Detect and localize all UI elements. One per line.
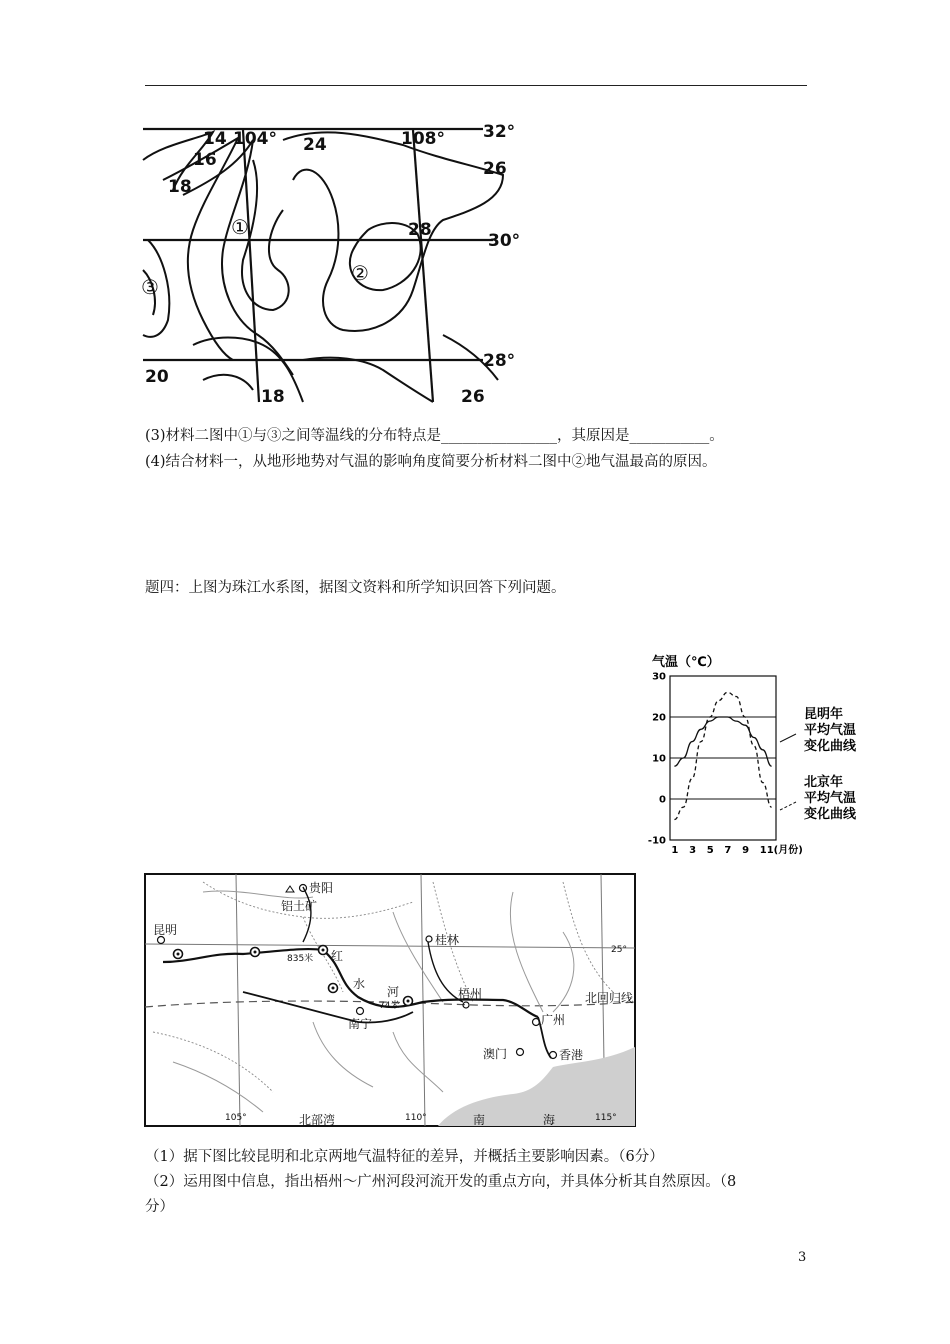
legend-label: 变化曲线 — [804, 807, 857, 822]
label-bauxite: 铝土矿 — [281, 899, 318, 913]
river-char-2: 水 — [353, 977, 366, 991]
iso-label-18: 18 — [168, 177, 192, 197]
iso-label-18-bottom: 18 — [261, 387, 285, 407]
part-2-question: （2）运用图中信息，指出梧州～广州河段河流开发的重点方向，并具体分析其自然原因。（8 — [145, 1174, 737, 1190]
legend-leader-0 — [780, 734, 796, 742]
question-4: (4)结合材料一，从地形地势对气温的影响角度简要分析材料二图中②地气温最高的原因。 — [145, 454, 717, 470]
iso-label-24: 24 — [303, 135, 327, 155]
city-guiyang: 贵阳 — [309, 881, 334, 895]
iso-label-14: 14 — [203, 129, 227, 149]
city-wuzhou: 梧州 — [458, 987, 483, 1001]
sea-hai: 海 — [543, 1113, 556, 1127]
lon-label-105: 105° — [225, 1113, 247, 1123]
chart-frame — [670, 676, 776, 840]
iso-label-20: 20 — [145, 367, 169, 387]
y-tick-label: 0 — [659, 794, 666, 806]
y-tick-label: -10 — [647, 835, 666, 847]
lat-label-32: 32° — [483, 122, 516, 142]
city-kunming: 昆明 — [153, 923, 178, 937]
pearl-river-map — [143, 872, 638, 1128]
river-char-1: 红 — [331, 949, 344, 963]
x-tick-label: 1 — [671, 845, 679, 856]
lon-label-110: 110° — [405, 1113, 427, 1123]
chart-title: 气温（℃） — [652, 655, 720, 670]
lon-label-104: 104° — [233, 129, 277, 149]
legend-label: 北京年 — [804, 775, 844, 790]
city-guilin: 桂林 — [435, 933, 460, 947]
city-macau: 澳门 — [483, 1047, 508, 1061]
part-2-question-cont: 分） — [145, 1199, 174, 1215]
legend-leader-1 — [780, 802, 796, 810]
question-four-intro: 题四：上图为珠江水系图，据图文资料和所学知识回答下列问题。 — [145, 580, 566, 596]
legend-label: 平均气温 — [804, 723, 857, 738]
part-1-question: （1）据下图比较昆明和北京两地气温特征的差异，并概括主要影响因素。（6分） — [145, 1149, 664, 1165]
legend-label: 平均气温 — [804, 791, 857, 806]
legend-label: 昆明年 — [804, 707, 844, 722]
series-line-1 — [674, 692, 771, 819]
iso-label-26: 26 — [483, 159, 507, 179]
river-char-3: 河 — [387, 985, 400, 999]
legend-label: 变化曲线 — [804, 739, 857, 754]
lon-label-115: 115° — [595, 1113, 617, 1123]
iso-label-28: 28 — [408, 220, 432, 240]
y-tick-label: 10 — [652, 753, 666, 765]
point-3: ③ — [141, 275, 159, 299]
x-tick-label: 11(月份) — [759, 845, 803, 856]
sea-beibu: 北部湾 — [299, 1113, 336, 1127]
isotherm-map — [141, 120, 523, 407]
lat-label-28: 28° — [483, 351, 516, 371]
point-2: ② — [351, 261, 369, 285]
iso-label-26-bottom: 26 — [461, 387, 485, 407]
city-guangzhou: 广州 — [541, 1013, 566, 1027]
y-tick-label: 20 — [652, 712, 666, 724]
iso-label-16: 16 — [193, 150, 217, 170]
sea-nan: 南 — [473, 1113, 486, 1127]
city-nanning: 南宁 — [348, 1017, 373, 1031]
elevation-835: 835米 — [287, 954, 314, 964]
tropic-label: 北回归线 — [585, 991, 634, 1005]
lat-label-30: 30° — [488, 231, 521, 251]
x-tick-label: 3 — [689, 845, 697, 856]
question-3: (3)材料二图中①与③之间等温线的分布特点是________________，其原因是___________。 — [145, 428, 724, 444]
x-tick-label: 9 — [742, 845, 750, 856]
lat-label-25: 25° — [611, 945, 627, 955]
city-hongkong: 香港 — [559, 1048, 584, 1062]
x-tick-label: 7 — [724, 845, 732, 856]
lon-label-108: 108° — [401, 129, 445, 149]
y-tick-label: 30 — [652, 671, 666, 683]
point-1: ① — [231, 215, 249, 239]
header-rule — [145, 85, 807, 86]
series-line-0 — [674, 717, 771, 766]
page-number: 3 — [798, 1250, 807, 1265]
x-tick-label: 5 — [706, 845, 714, 856]
elevation-74: 74米 — [379, 1001, 400, 1011]
temperature-chart — [640, 648, 872, 856]
